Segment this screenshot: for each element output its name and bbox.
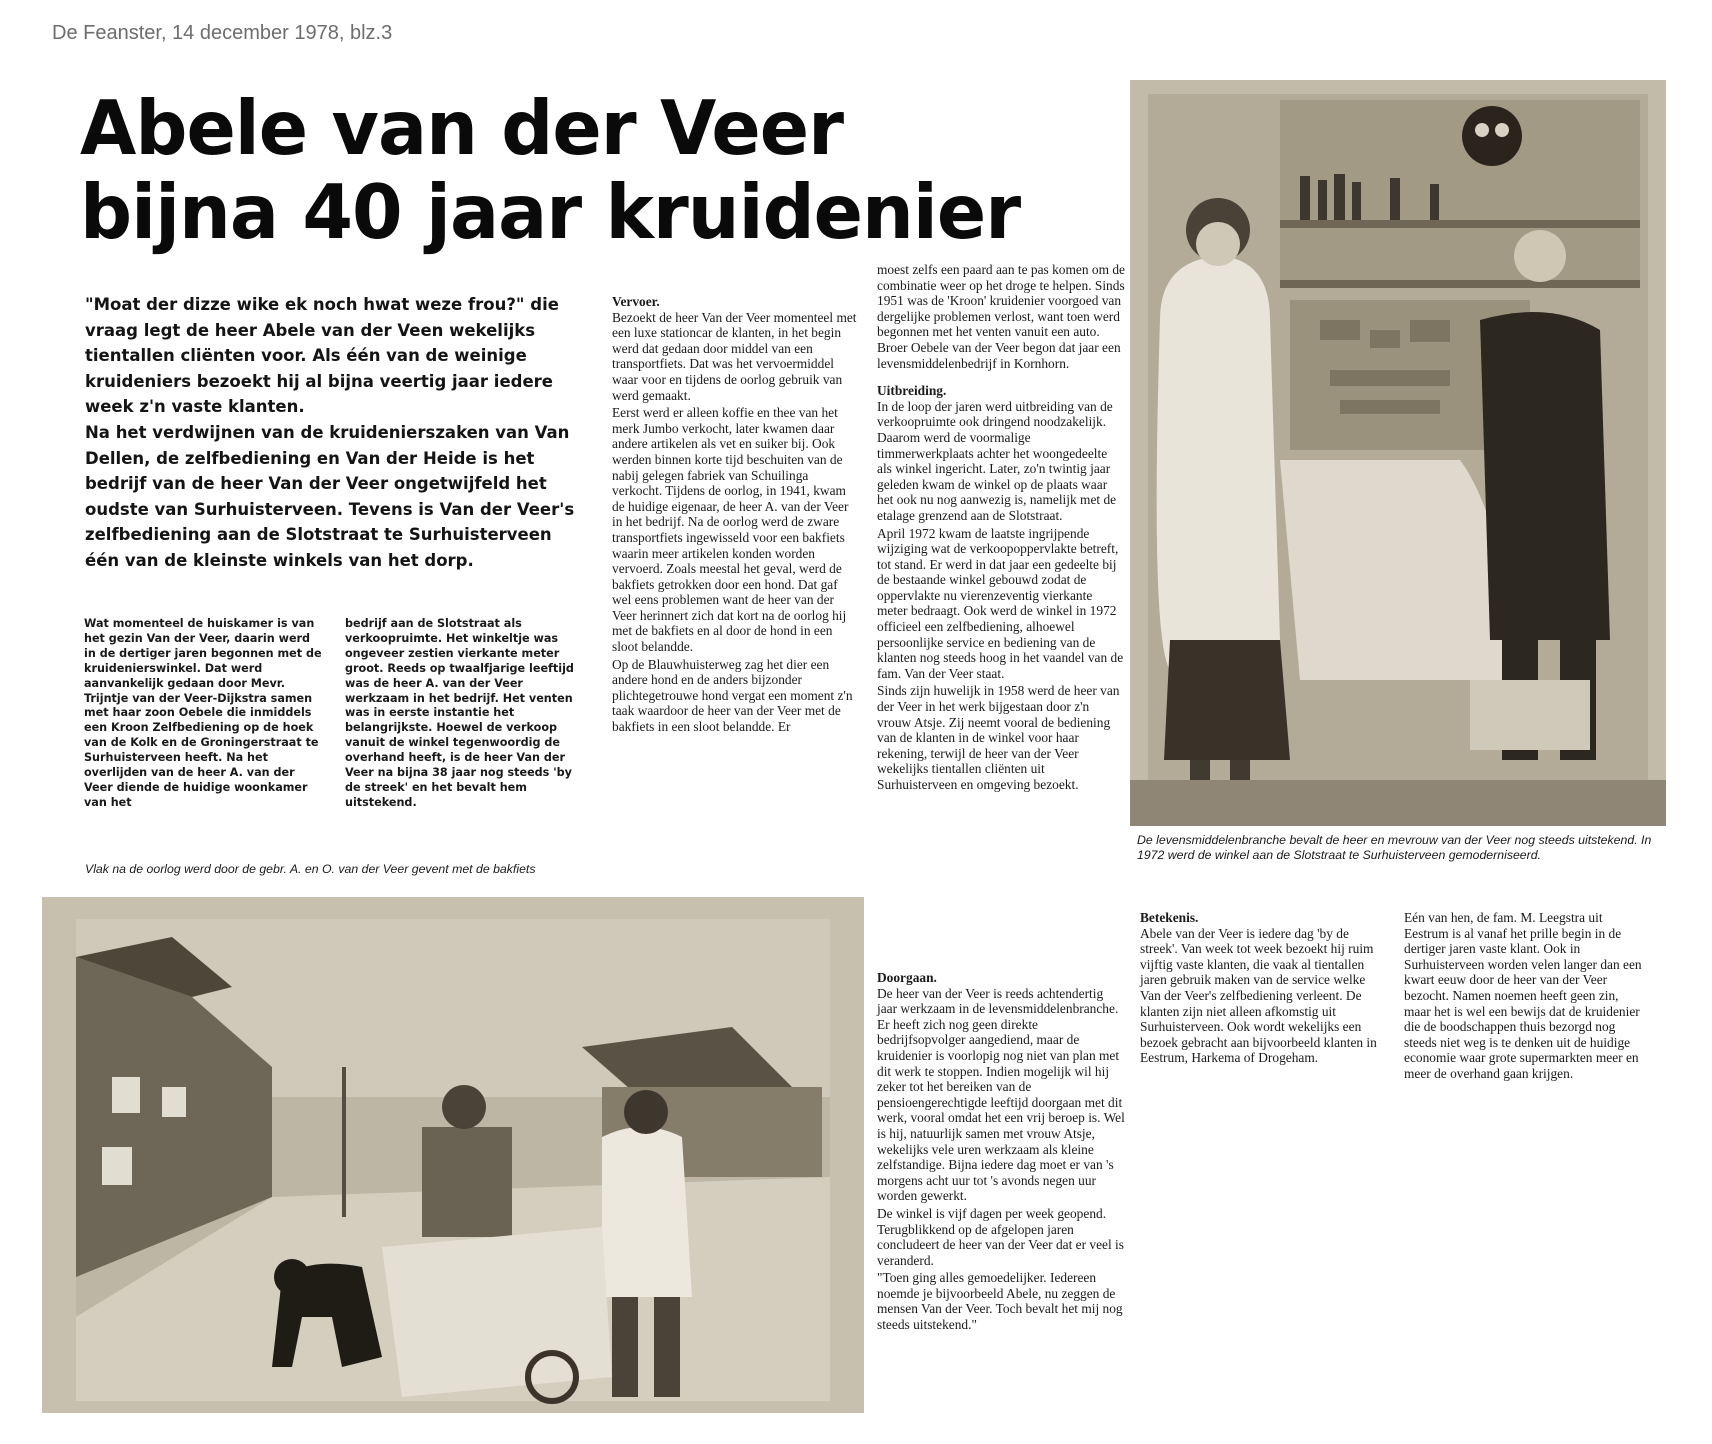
headline-line-2: bijna 40 jaar kruidenier bbox=[80, 168, 1021, 256]
shop-photo-graphic bbox=[1130, 80, 1666, 826]
column-3-paragraph-3: Op de Blauwhuisterweg zag het dier een andere hond en de anders bijzonder plichtegetrouwe hond vergat een moment z'n taak waardoor de heer van der Veer met de bakfiets in een sloot belandde. Er bbox=[612, 656, 853, 735]
article-column-4 bbox=[877, 262, 1125, 795]
headline bbox=[80, 86, 1069, 254]
intro-paragraphs bbox=[85, 292, 590, 574]
column-7-paragraph-1: Eén van hen, de fam. M. Leegstra uit Eestrum is al vanaf het prille begin in de dertiger jaren vaste klant. Ook in Surhuisterveen worden velen langer dan een kwart eeuw door de heer van der Veer bezocht. Namen noemen heeft geen zin, maar het is wel een bewijs dat de kruidenier die de boodschappen thuis bezorgd nog steeds niet weg is te denken uit de huidige economie waar grote supermarkten meer en meer de overhand gaan krijgen. bbox=[1404, 910, 1642, 1081]
column-3-paragraph-2: Eerst werd er alleen koffie en thee van het merk Jumbo verkocht, later kwamen daar andere artikelen als vet en suiker bij. Ook werden binnen korte tijd beschuiten van de nabij gelegen fabriek van Schuilinga verkocht. Tijdens de oorlog, in 1941, kwam de huidige eigenaar, de heer A. van der Veer in het bedrijf. Na de oorlog werd de zware transportfiets ingewisseld voor een bakfiets waarin meer artikelen konden worden vervoerd. Zoals meestal het geval, werd de bakfiets getrokken door een hond. Dat gaf wel eens problemen want de heer van der Veer herinnert zich dat kort na de oorlog hij met de bakfiets en al door de hond in een sloot belandde. bbox=[612, 405, 849, 655]
article-column-2 bbox=[345, 617, 589, 813]
subheading-vervoer: Vervoer. bbox=[612, 294, 660, 309]
headline-line-1: Abele van der Veer bbox=[80, 84, 844, 172]
subheading-betekenis: Betekenis. bbox=[1140, 910, 1199, 925]
bakfiets-photo-graphic bbox=[42, 897, 864, 1413]
column-5-paragraph-3: "Toen ging alles gemoedelijker. Iedereen noemde je bijvoorbeeld Abele, nu zeggen de mensen Van der Veer. Toch bevalt het mij nog steeds uitstekend." bbox=[877, 1270, 1123, 1333]
column-3-paragraph-1: Bezoekt de heer Van der Veer momenteel met een luxe stationcar de klanten, in het begin werd dat gedaan door middel van een transportfiets. Dat was het vervoermiddel waar voor en tijdens de oorlog gebruik van werd gemaakt. bbox=[612, 309, 857, 403]
column-4-paragraph-3: April 1972 kwam de laatste ingrijpende wijziging wat de verkoopoppervlakte betreft, tot stand. Er werd in dat jaar een gedeelte bij de bestaande winkel gebouwd zodat de oppervlakte nu vierenzeventig vierkante meter bedraagt. Ook werd de winkel in 1972 officieel een zelfbediening, alhoewel persoonlijke service en bediening van de klanten nog steeds hoog in het vaandel van de fam. Van der Veer staat. bbox=[877, 525, 1124, 681]
column-1-text: Wat momenteel de huiskamer is van het gezin Van der Veer, daarin werd in de dertiger jaren begonnen met de kruidenierswinkel. Dat werd aanvankelijk gedaan door Mevr. Trijntje van der Veer-Dijkstra samen met haar zoon Oebele die inmiddels een Kroon Zelfbediening op de hoek van de Kolk en de Groningerstraat te Surhuisterveen heeft. Na het overlijden van de heer A. van der Veer diende de huidige woonkamer van het bbox=[84, 617, 322, 809]
article-column-1 bbox=[84, 617, 324, 813]
shop-photo-caption: De levensmiddelenbranche bevalt de heer en mevrouw van der Veer nog steeds uitstekend. In 1972 werd de winkel aan de Slotstraat te Surhuisterveen gemoderniseerd. bbox=[1137, 833, 1652, 862]
column-4-paragraph-1: moest zelfs een paard aan te pas komen om de combinatie weer op het droge te helpen. Sinds 1951 was de 'Kroon' kruidenier voorgoed van dergelijke problemen verlost, want toen werd begonnen met het venten vanuit een auto. Broer Oebele van der Veer begon dat jaar een levensmiddelenbedrijf in Kornhorn. bbox=[877, 262, 1126, 371]
column-2-text: bedrijf aan de Slotstraat als verkoopruimte. Het winkeltje was ongeveer zestien vierkante meter groot. Reeds op twaalfjarige leeftijd was de heer A. van der Veer werkzaam in het bedrijf. Het venten was in eerste instantie het belangrijkste. Hoewel de verkoop vanuit de winkel tegenwoordig de overhand heeft, is de heer Van der Veer na bijna 38 jaar nog steeds 'by de streek' en het bevalt hem uitstekend. bbox=[345, 617, 574, 809]
article-column-7 bbox=[1404, 910, 1646, 1084]
column-4-paragraph-2: In de loop der jaren werd uitbreiding van de verkoopruimte ook dringend noodzakelijk. Daarom werd de voormalige timmerwerkplaats achter het woongedeelte als winkel ingericht. Later, zo'n twintig jaar geleden kwam de winkel op de plaats waar het ook nu nog aanwezig is, namelijk met de etalage grenzend aan de Slotstraat. bbox=[877, 398, 1117, 523]
intro-paragraph-1: "Moat der dizze wike ek noch hwat weze frou?" die vraag legt de heer Abele van der Veen wekelijks tientallen cliënten voor. Als één van de weinige kruideniers bezoekt hij al bijna veertig jaar iedere week z'n vaste klanten. bbox=[85, 295, 559, 417]
source-line: De Feanster, 14 december 1978, blz.3 bbox=[52, 22, 393, 44]
bakfiets-photo-caption: Vlak na de oorlog werd door de gebr. A. en O. van der Veer gevent met de bakfiets bbox=[85, 862, 536, 876]
subheading-uitbreiding: Uitbreiding. bbox=[877, 383, 947, 399]
intro-paragraph-2: Na het verdwijnen van de kruidenierszaken van Van Dellen, de zelfbediening en Van der Heide is het bedrijf van de heer Van der Veer ongetwijfeld het oudste van Surhuisterveen. Tevens is Van der Veer's zelfbediening aan de Slotstraat te Surhuisterveen één van de kleinste winkels van het dorp. bbox=[85, 422, 575, 570]
bakfiets-street-photo bbox=[42, 897, 864, 1413]
column-6-paragraph-1: Abele van der Veer is iedere dag 'by de streek'. Van week tot week bezoekt hij ruim vijftig vaste klanten, die vaak al tientallen jaren gebruik maken van de service welke Van der Veer's zelfbediening verleent. De klanten zijn niet alleen afkomstig uit Surhuisterveen. Ook wordt wekelijks een bezoek gebracht aan bijvoorbeeld klanten in Eestrum, Harkema of Drogeham. bbox=[1140, 925, 1377, 1066]
column-4-paragraph-4: Sinds zijn huwelijk in 1958 werd de heer van der Veer in het werk bijgestaan door z'n vrouw Atsje. Zij neemt vooral de bediening van de klanten in de winkel voor haar rekening, terwijl de heer van der Veer wekelijks tientallen cliënten uit Surhuisterveen en omgeving bezoekt. bbox=[877, 683, 1120, 792]
shop-interior-photo bbox=[1130, 80, 1666, 826]
article-column-5 bbox=[877, 970, 1125, 1335]
article-column-6 bbox=[1140, 910, 1380, 1068]
column-5-paragraph-1: De heer van der Veer is reeds achtendertig jaar werkzaam in de levensmiddelenbranche. Er heeft zich nog geen direkte bedrijfsopvolger aangediend, maar de kruidenier is voorlopig nog niet van plan met dit werk te stoppen. Indien mogelijk wil hij zeker tot het bereiken van de pensioengerechtigde leeftijd doorgaan met dit werk, vooral omdat het een vrij beroep is. Wel is hij, natuurlijk samen met vrouw Atsje, wekelijks vele uren werkzaam als kleine zelfstandige. Bijna iedere dag moet er van 's morgens acht uur tot 's avonds negen uur worden gewerkt. bbox=[877, 985, 1125, 1204]
article-column-3 bbox=[612, 294, 860, 737]
column-5-paragraph-2: De winkel is vijf dagen per week geopend. Terugblikkend op de afgelopen jaren concludeert de heer van der Veer dat er veel is veranderd. bbox=[877, 1205, 1124, 1268]
subheading-doorgaan: Doorgaan. bbox=[877, 970, 937, 985]
